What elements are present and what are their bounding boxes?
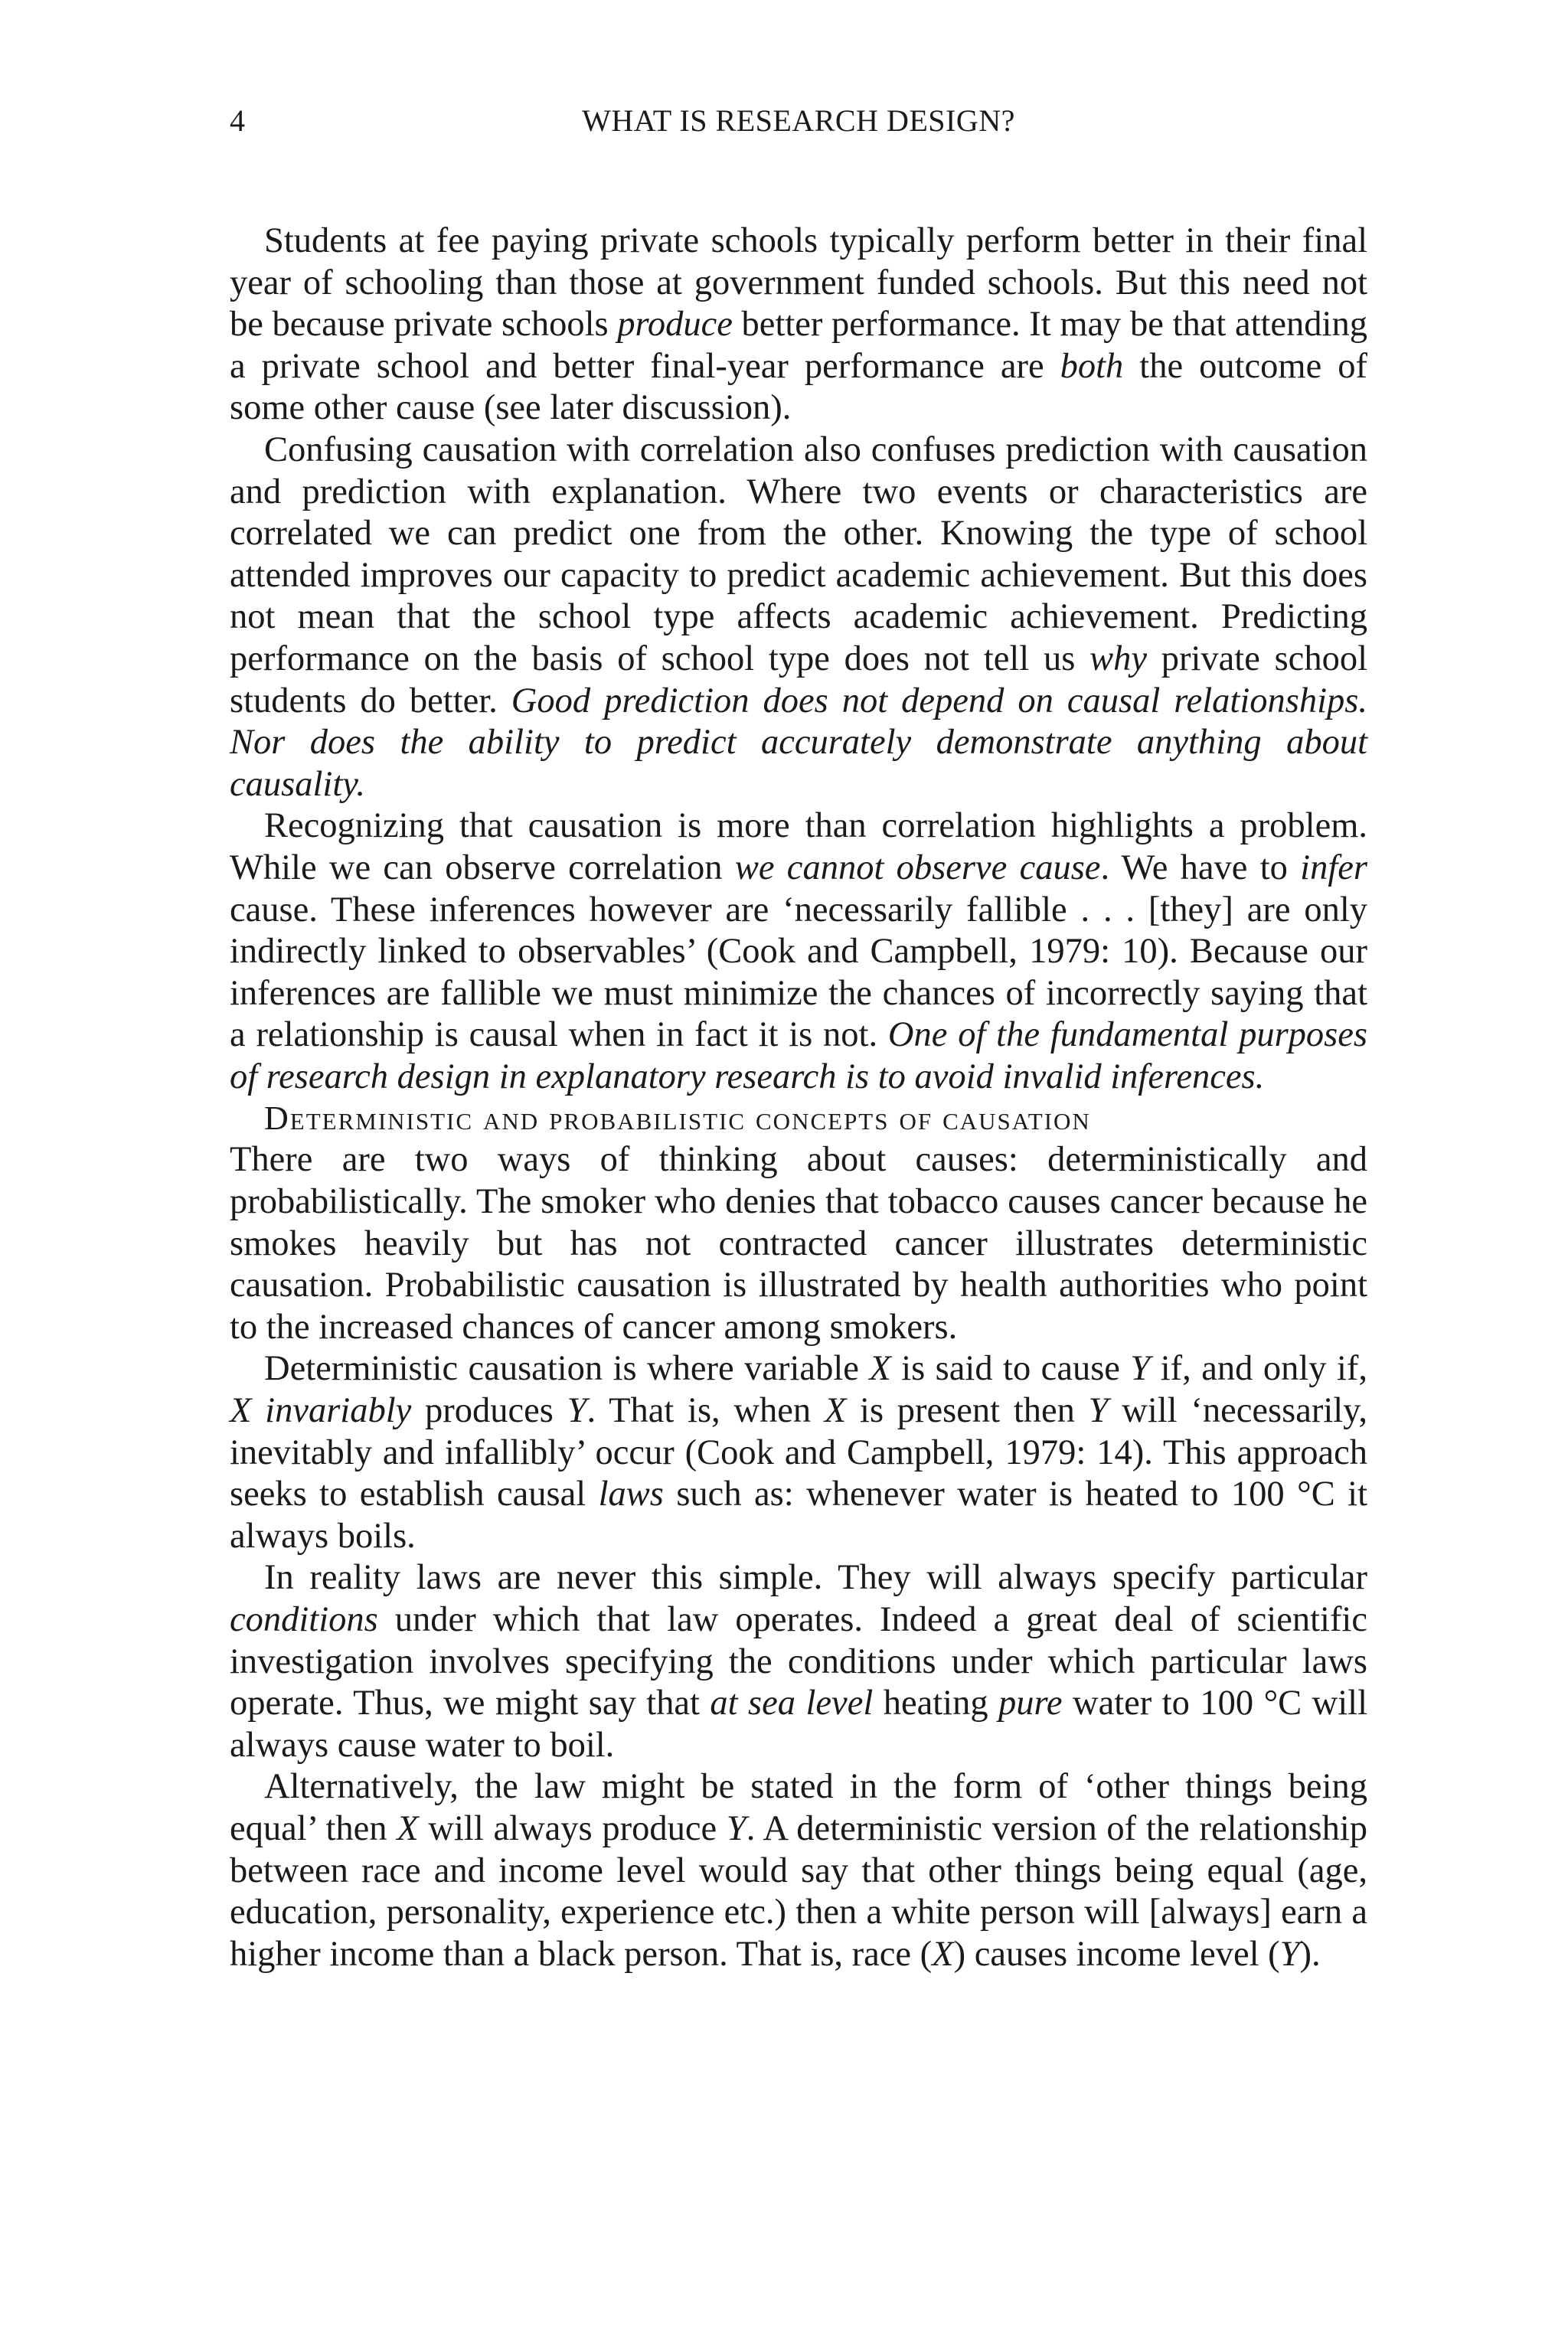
italic-text: infer: [1300, 848, 1367, 887]
text-run: . That is, when: [586, 1391, 825, 1431]
text-run: Alternatively, the law might be stated in the form of ‘other things being equal’ then: [230, 1767, 1367, 1848]
italic-text: Good prediction does not depend on causal relationships. Nor does the ability to predict accurately demonstrate anything about causality.: [230, 681, 1367, 804]
running-head: WHAT IS RESEARCH DESIGN?: [582, 103, 1015, 138]
text-run: private school students do better.: [230, 639, 1367, 720]
section-heading: Deterministic and probabilistic concepts of causation: [264, 1099, 1091, 1138]
text-run: under which that law operates. Indeed a great deal of scientific investigation involves specifying the conditions under which particular laws operate. Thus, we might say that: [230, 1600, 1367, 1723]
text-run: Deterministic causation is where variable: [264, 1349, 870, 1389]
text-run: . A deterministic version of the relationship between race and income level would say that other things being equal (age, education, personality, experience etc.) then a white person will [always] earn a higher income than a black person. That is, race (: [230, 1808, 1367, 1974]
paragraph: [230, 1557, 1367, 1766]
italic-text: laws: [598, 1475, 664, 1514]
italic-text: Y: [1088, 1391, 1109, 1431]
italic-text: why: [1089, 639, 1147, 678]
page-header: [230, 98, 1367, 144]
italic-text: X: [932, 1934, 954, 1974]
italic-text: at sea level: [710, 1684, 874, 1723]
paragraph: [230, 1139, 1367, 1348]
text-run: ).: [1299, 1934, 1321, 1974]
text-run: ) causes income level (: [953, 1934, 1280, 1974]
text-run: is said to cause: [890, 1349, 1131, 1389]
paragraph: [230, 430, 1367, 805]
page-number: 4: [230, 103, 245, 138]
text-run: is present then: [846, 1391, 1089, 1431]
text-run: will always produce: [418, 1808, 727, 1848]
paragraph: [230, 1766, 1367, 1975]
text-run: such as: whenever water is heated to 100 °C it always boils.: [230, 1475, 1367, 1556]
text-run: the outcome of some other cause (see later discussion).: [230, 346, 1367, 428]
text-run: Confusing causation with correlation also confuses prediction with causation and prediction with explanation. Where two events or characteristics are correlated we can predict one from the other. Knowing the type of school attended improves our capacity to predict academic achievement. But this does not mean that the school type affects academic achievement. Predicting performance on the basis of school type does not tell us: [230, 430, 1367, 678]
italic-text: we cannot observe cause: [734, 848, 1101, 887]
text-run: . We have to: [1100, 848, 1301, 887]
italic-text: conditions: [230, 1600, 378, 1639]
paragraph: [230, 805, 1367, 1098]
italic-text: pure: [998, 1684, 1063, 1723]
italic-text: X: [397, 1808, 419, 1848]
italic-text: Y: [567, 1391, 587, 1431]
italic-text: One of the fundamental purposes of research design in explanatory research is to avoid invalid inferences.: [230, 1015, 1368, 1096]
text-run: There are two ways of thinking about causes: deterministically and probabilistically. The smoker who denies that tobacco causes cancer because he smokes heavily but has not contracted cancer illustrates deterministic causation. Probabilistic causation is illustrated by health authorities who point to the increased chances of cancer among smokers.: [230, 1140, 1367, 1347]
body-text: [230, 220, 1367, 1975]
text-run: better performance. It may be that attending a private school and better final-year performance are: [230, 305, 1367, 386]
italic-text: produce: [617, 305, 733, 345]
italic-text: Y: [1279, 1934, 1300, 1974]
text-run: if, and only if,: [1150, 1349, 1367, 1389]
text-run: cause. These inferences however are ‘necessarily fallible . . . [they] are only indirectly linked to observables’ (Cook and Campbell, 1979: 10). Because our inferences are fallible we must minimize the chances of incorrectly saying that a relationship is causal when in fact it is not.: [230, 890, 1367, 1055]
italic-text: Y: [1130, 1349, 1151, 1389]
italic-text: X invariably: [230, 1391, 412, 1431]
text-run: produces: [411, 1391, 567, 1431]
text-run: In reality laws are never this simple. They will always specify particular: [264, 1558, 1367, 1598]
italic-text: Y: [726, 1808, 746, 1848]
paragraph: [230, 1348, 1367, 1557]
text-run: heating: [873, 1684, 999, 1723]
paragraph: [230, 220, 1367, 430]
italic-text: X: [869, 1349, 891, 1389]
text-run: will ‘necessarily, inevitably and infallibly’ occur (Cook and Campbell, 1979: 14). This approach seeks to establish causal: [230, 1391, 1368, 1514]
text-run: Students at fee paying private schools typically perform better in their final year of schooling than those at government funded schools. But this need not be because private schools: [230, 221, 1367, 345]
italic-text: both: [1060, 346, 1124, 386]
text-run: water to 100 °C will always cause water to boil.: [230, 1684, 1367, 1765]
text-run: Recognizing that causation is more than correlation highlights a problem. While we can observe correlation: [230, 806, 1367, 887]
italic-text: X: [824, 1391, 847, 1431]
